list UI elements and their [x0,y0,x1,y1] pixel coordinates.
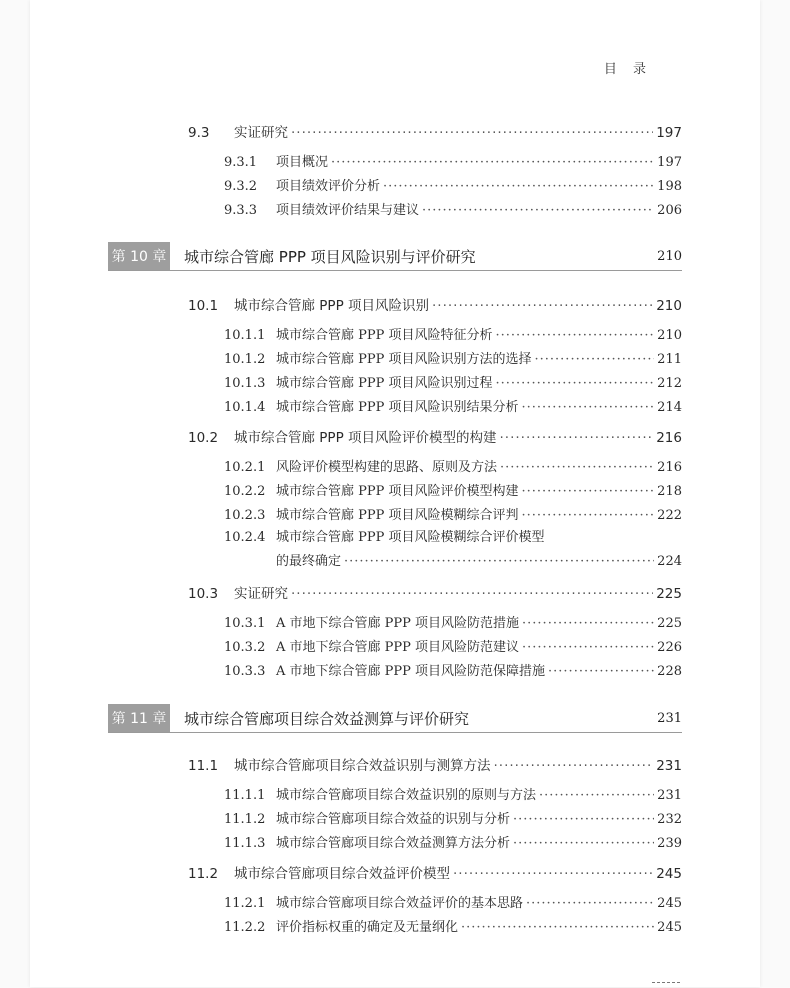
entry-title: 城市综合管廊 PPP 项目风险模糊综合评判 [276,508,519,523]
entry-page-number: 225 [656,586,682,602]
entry-page-number: 245 [657,920,682,935]
dot-leader [548,663,654,681]
entry-title: 的最终确定 [276,554,342,569]
entry-title: 项目概况 [276,155,329,170]
dot-leader [522,615,654,633]
toc-section-entry[interactable] [188,865,682,883]
toc-entry-continuation[interactable] [224,553,682,571]
entry-page-number: 197 [656,125,682,141]
entry-title: 项目绩效评价分析 [276,179,381,194]
toc-section-entry[interactable] [188,297,682,315]
entry-number: 11.1.1 [224,788,266,803]
toc-subsection-entry[interactable] [224,202,682,220]
dot-leader [513,811,654,829]
entry-number: 10.3.3 [224,664,266,679]
toc-subsection-entry[interactable] [224,507,682,525]
entry-number: 9.3 [188,125,210,141]
toc-subsection-entry[interactable] [224,178,682,196]
entry-number: 9.3.3 [224,203,258,218]
entry-number: 10.1.1 [224,328,266,343]
entry-number: 11.2 [188,866,219,882]
toc-section-entry[interactable] [188,124,682,142]
entry-title: 城市综合管廊 PPP 项目风险特征分析 [276,328,493,343]
dot-leader [522,399,655,417]
entry-number: 11.1 [188,758,219,774]
entry-title: 实证研究 [234,125,288,141]
entry-number: 11.2.1 [224,896,266,911]
toc-subsection-entry[interactable] [224,399,682,417]
entry-page-number: 198 [657,179,682,194]
dot-leader [500,429,654,447]
entry-title: 城市综合管廊 PPP 项目风险评价模型构建 [276,484,519,499]
dot-leader [522,639,654,657]
entry-page-number: 232 [657,812,682,827]
entry-title: 评价指标权重的确定及无量纲化 [276,920,459,935]
entry-number: 11.1.2 [224,812,266,827]
entry-number: 10.3.1 [224,616,266,631]
dot-leader [494,757,654,775]
toc-subsection-entry[interactable] [224,895,682,913]
entry-page-number: 216 [657,460,682,475]
chapter-page-number: 231 [657,710,682,726]
chapter-title: 城市综合管廊项目综合效益测算与评价研究 [184,709,470,728]
entry-number: 10.3 [188,586,219,602]
chapter-page-number: 210 [657,248,682,264]
entry-title: 城市综合管廊 PPP 项目风险模糊综合评价模型 [276,530,545,545]
chapter-label: 第 11 章 [108,704,170,732]
toc-subsection-entry[interactable] [224,483,682,501]
entry-page-number: 214 [657,400,682,415]
dot-leader [344,553,654,571]
entry-page-number: 226 [657,640,682,655]
entry-number: 10.2.1 [224,460,266,475]
entry-page-number: 216 [656,430,682,446]
dot-leader [496,327,655,345]
entry-title: 城市综合管廊项目综合效益评价模型 [234,866,450,882]
dot-leader [461,919,654,937]
toc-subsection-entry[interactable] [224,529,682,547]
entry-number: 10.1.4 [224,400,266,415]
book-page [30,0,760,987]
toc-subsection-entry[interactable] [224,615,682,633]
dot-leader [496,375,655,393]
dot-leader [422,202,654,220]
entry-title: 城市综合管廊项目综合效益识别的原则与方法 [276,788,537,803]
toc-section-entry[interactable] [188,429,682,447]
entry-title: 城市综合管廊项目综合效益测算方法分析 [276,836,511,851]
entry-title: 城市综合管廊项目综合效益的识别与分析 [276,812,511,827]
entry-page-number: 222 [657,508,682,523]
entry-page-number: 211 [657,352,682,367]
toc-subsection-entry[interactable] [224,835,682,853]
entry-page-number: 197 [657,155,682,170]
entry-page-number: 212 [657,376,682,391]
dot-leader [522,483,655,501]
toc-section-entry[interactable] [188,585,682,603]
toc-subsection-entry[interactable] [224,639,682,657]
dot-leader [291,124,653,142]
toc-subsection-entry[interactable] [224,375,682,393]
chapter-heading[interactable] [108,242,682,271]
entry-title: 城市综合管廊 PPP 项目风险识别 [234,298,430,314]
toc-subsection-entry[interactable] [224,327,682,345]
entry-page-number: 210 [656,298,682,314]
entry-number: 10.2.4 [224,530,266,545]
entry-title: 风险评价模型构建的思路、原则及方法 [276,460,498,475]
chapter-label: 第 10 章 [108,242,170,270]
toc-subsection-entry[interactable] [224,459,682,477]
entry-number: 11.1.3 [224,836,266,851]
entry-title: 城市综合管廊 PPP 项目风险评价模型的构建 [234,430,497,446]
page-footer-mark [652,982,680,988]
entry-title: 城市综合管廊项目综合效益识别与测算方法 [234,758,491,774]
entry-title: 项目绩效评价结果与建议 [276,203,420,218]
dot-leader [291,585,653,603]
dot-leader [539,787,654,805]
entry-title: A 市地下综合管廊 PPP 项目风险防范建议 [276,640,520,655]
toc-subsection-entry[interactable] [224,811,682,829]
entry-number: 10.2.3 [224,508,266,523]
entry-title: 城市综合管廊 PPP 项目风险识别结果分析 [276,400,519,415]
entry-page-number: 231 [656,758,682,774]
entry-page-number: 210 [657,328,682,343]
dot-leader [526,895,654,913]
entry-number: 10.3.2 [224,640,266,655]
entry-page-number: 231 [657,788,682,803]
entry-number: 9.3.2 [224,179,258,194]
entry-number: 10.1.2 [224,352,266,367]
entry-number: 10.2.2 [224,484,266,499]
entry-number: 10.2 [188,430,219,446]
dot-leader [453,865,653,883]
entry-page-number: 224 [657,554,682,569]
entry-page-number: 245 [656,866,682,882]
entry-title: 城市综合管廊项目综合效益评价的基本思路 [276,896,524,911]
entry-title: 城市综合管廊 PPP 项目风险识别过程 [276,376,493,391]
dot-leader [513,835,654,853]
entry-number: 9.3.1 [224,155,258,170]
chapter-title: 城市综合管廊 PPP 项目风险识别与评价研究 [184,247,476,266]
entry-page-number: 225 [657,616,682,631]
toc-subsection-entry[interactable] [224,663,682,681]
entry-title: 城市综合管廊 PPP 项目风险识别方法的选择 [276,352,532,367]
entry-number: 11.2.2 [224,920,266,935]
entry-page-number: 245 [657,896,682,911]
entry-page-number: 218 [657,484,682,499]
entry-number: 10.1.3 [224,376,266,391]
entry-page-number: 239 [657,836,682,851]
toc-subsection-entry[interactable] [224,351,682,369]
dot-leader [500,459,654,477]
dot-leader [522,507,655,525]
entry-title: A 市地下综合管廊 PPP 项目风险防范措施 [276,616,520,631]
toc-subsection-entry[interactable] [224,919,682,937]
dot-leader [535,351,655,369]
entry-page-number: 228 [657,664,682,679]
toc-section-entry[interactable] [188,757,682,775]
dot-leader [383,178,654,196]
dot-leader [432,297,653,315]
entry-page-number: 206 [657,203,682,218]
toc-subsection-entry[interactable] [224,154,682,172]
entry-title: 实证研究 [234,586,288,602]
toc-subsection-entry[interactable] [224,787,682,805]
entry-title: A 市地下综合管廊 PPP 项目风险防范保障措施 [276,664,546,679]
running-head: 目 录 [603,62,652,77]
dot-leader [331,154,654,172]
chapter-heading[interactable] [108,704,682,733]
entry-number: 10.1 [188,298,219,314]
